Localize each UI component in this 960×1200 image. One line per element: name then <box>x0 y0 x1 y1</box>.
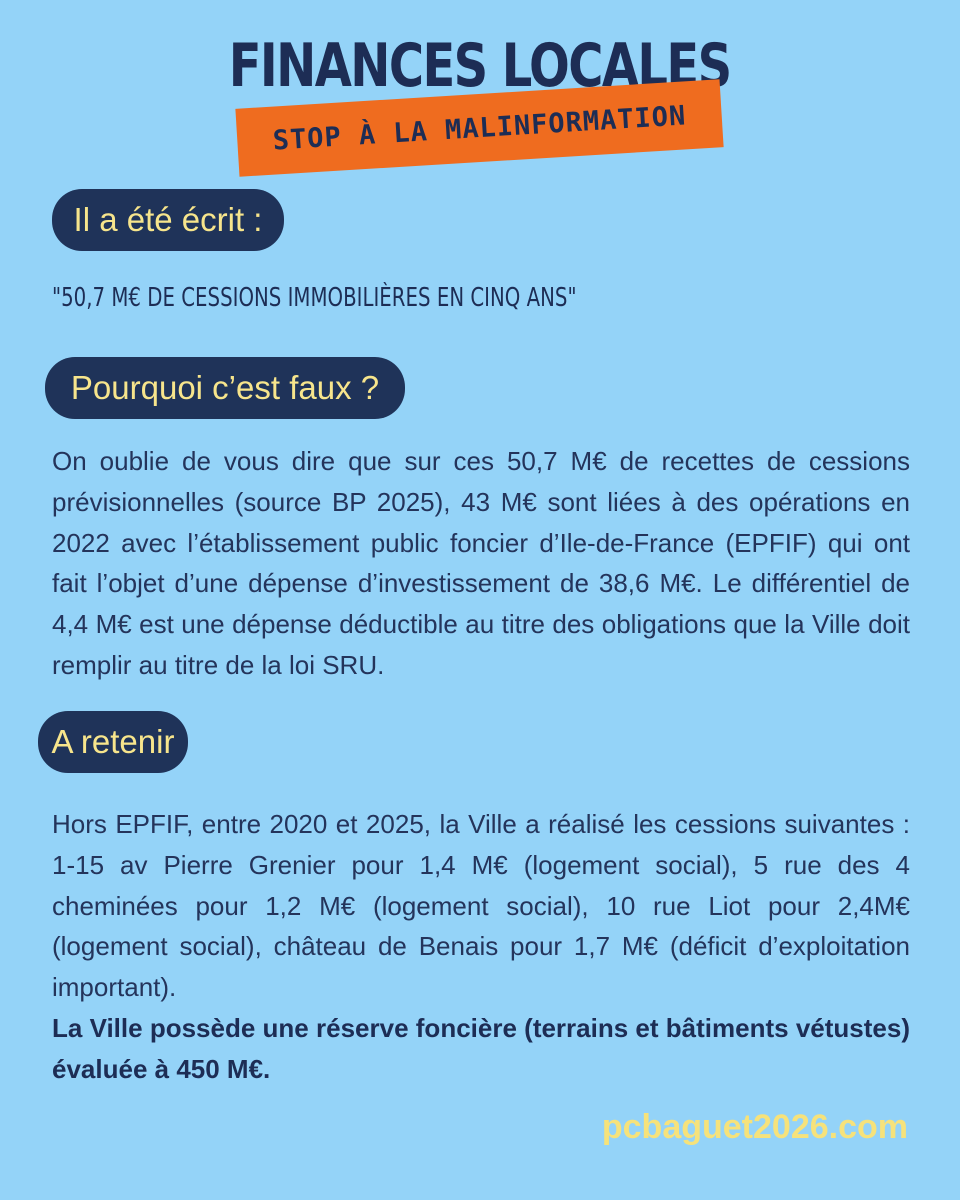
retain-section <box>52 804 910 1090</box>
section-label-written: Il a été écrit : <box>52 189 284 251</box>
retain-bold-paragraph: La Ville possède une réserve foncière (terrains et bâtiments vétustes) évaluée à 450 M€. <box>52 1012 910 1084</box>
page-title: FINANCES LOCALES <box>229 31 731 101</box>
header <box>0 30 960 102</box>
quote-text: "50,7 M€ DE CESSIONS IMMOBILIÈRES EN CINQ ANS" <box>52 283 577 313</box>
banner-text: STOP À LA MALINFORMATION <box>271 99 688 157</box>
retain-paragraph: Hors EPFIF, entre 2020 et 2025, la Ville a réalisé les cessions suivantes : 1-15 av Pierre Grenier pour 1,4 M€ (logement social), 5 rue des 4 cheminées pour 1,2 M€ (logement social), 10 rue Liot pour 2,4M€ (logement social), château de Benais pour 1,7 M€ (déficit d’exploitation important). <box>52 809 910 1003</box>
section-label-why: Pourquoi c’est faux ? <box>45 357 405 419</box>
section-label-retain: A retenir <box>38 711 188 773</box>
footer-url[interactable]: pcbaguet2026.com <box>601 1108 908 1146</box>
why-paragraph: On oublie de vous dire que sur ces 50,7 M€ de recettes de cessions prévisionnelles (source BP 2025), 43 M€ sont liées à des opérations en 2022 avec l’établissement public foncier d’Ile-de-France (EPFIF) qui ont fait l’objet d’une dépense d’investissement de 38,6 M€. Le différentiel de 4,4 M€ est une dépense déductible au titre des obligations que la Ville doit remplir au titre de la loi SRU. <box>52 446 910 680</box>
